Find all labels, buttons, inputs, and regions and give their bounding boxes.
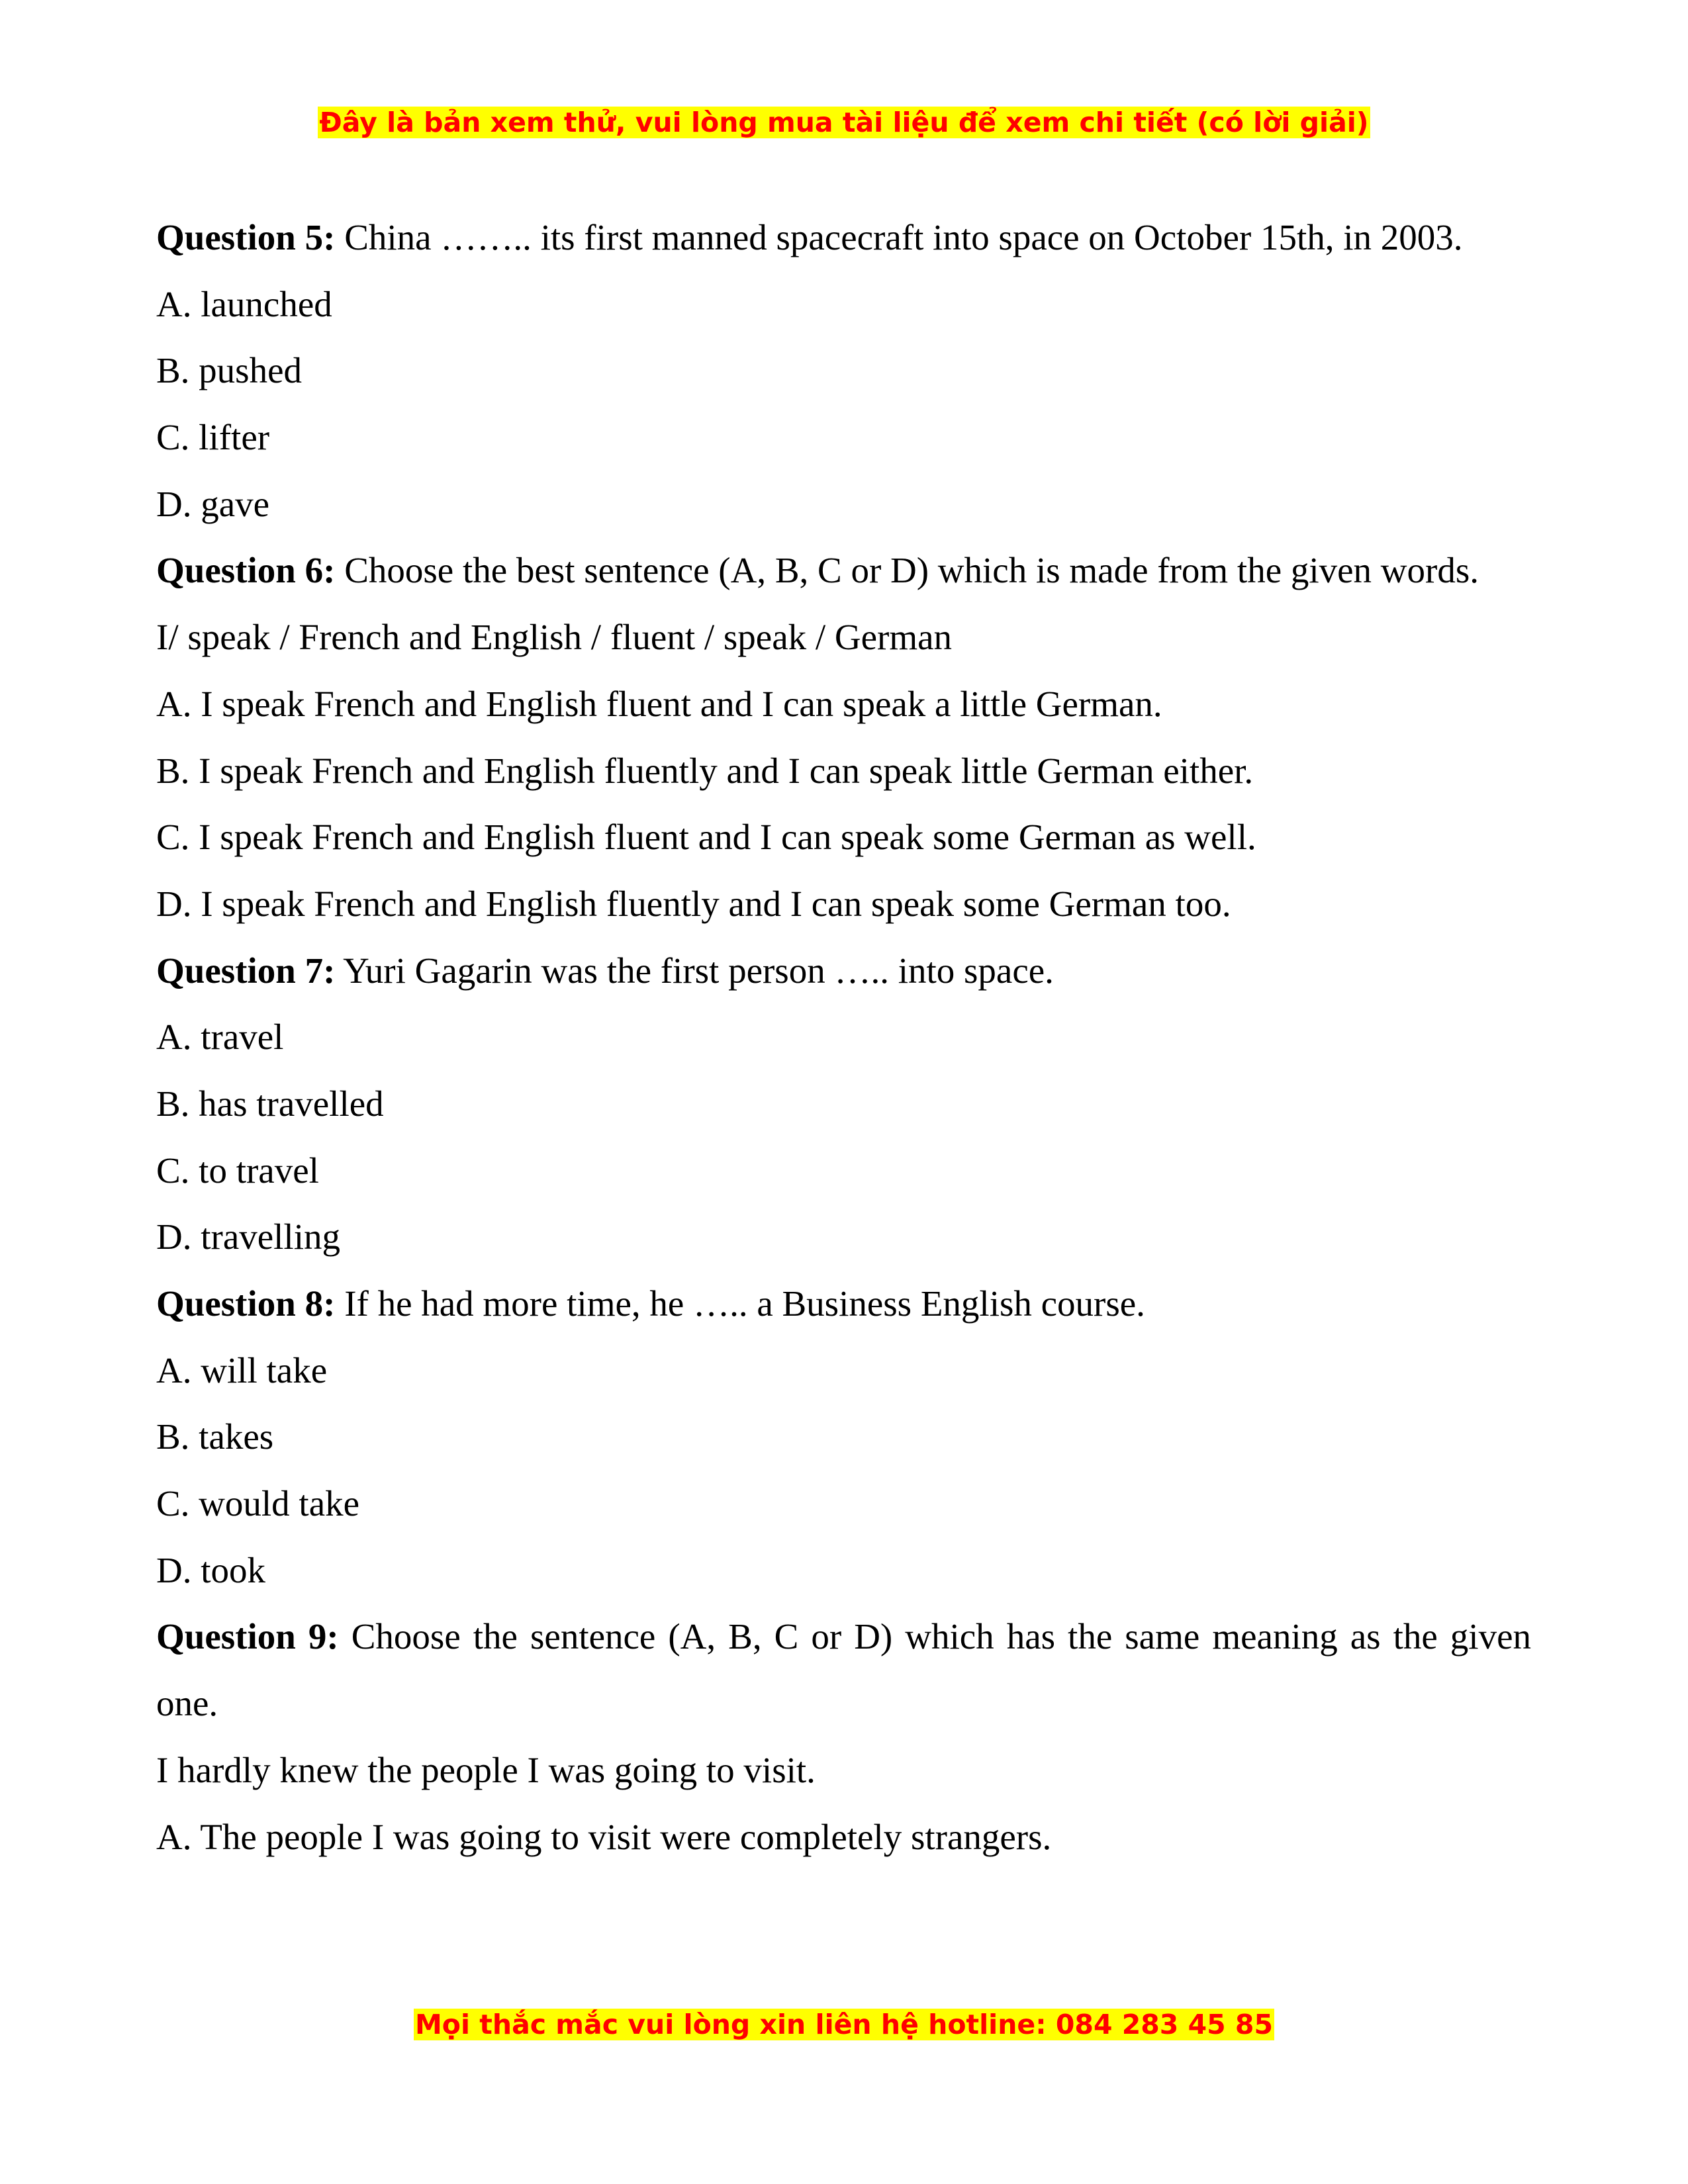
question-6-label: Question 6: xyxy=(156,550,336,591)
question-5-option-d: D. gave xyxy=(156,483,270,524)
question-7-text: Yuri Gagarin was the first person ….. into space. xyxy=(335,950,1054,991)
question-7-option-c: C. to travel xyxy=(156,1150,319,1191)
question-8-option-a: A. will take xyxy=(156,1349,328,1390)
question-7-option-a: A. travel xyxy=(156,1017,284,1058)
question-5-label: Question 5: xyxy=(156,217,336,257)
question-5-option-a: A. launched xyxy=(156,283,332,324)
question-9-label: Question 9: xyxy=(156,1616,339,1657)
question-7-stem xyxy=(156,938,1531,1005)
preview-notice-banner xyxy=(0,103,1688,142)
question-6-option-c: C. I speak French and English fluent and I can speak some German as well. xyxy=(156,817,1256,858)
question-5-stem xyxy=(156,205,1531,271)
question-6-stem xyxy=(156,537,1531,604)
question-7-option-d: D. travelling xyxy=(156,1216,340,1257)
question-9-text: Choose the sentence (A, B, C or D) which has the same meaning as the given one. xyxy=(156,1616,1531,1724)
hotline-notice-text: Mọi thắc mắc vui lòng xin liên hệ hotline: 084 283 45 85 xyxy=(414,2009,1273,2040)
question-6-option-d: D. I speak French and English fluently and I can speak some German too. xyxy=(156,883,1231,924)
hotline-notice-banner xyxy=(0,2005,1688,2044)
question-6-prompt: I/ speak / French and English / fluent / speak / German xyxy=(156,617,953,658)
question-6-option-b: B. I speak French and English fluently and I can speak little German either. xyxy=(156,750,1254,791)
question-9-stem xyxy=(156,1604,1531,1737)
question-6-option-a: A. I speak French and English fluent and I can speak a little German. xyxy=(156,683,1162,724)
question-9-prompt: I hardly knew the people I was going to visit. xyxy=(156,1749,816,1790)
question-6-text: Choose the best sentence (A, B, C or D) which is made from the given words. xyxy=(335,550,1479,591)
question-7-label: Question 7: xyxy=(156,950,336,991)
document-body xyxy=(156,205,1531,1870)
question-7-option-b: B. has travelled xyxy=(156,1083,384,1124)
question-8-option-b: B. takes xyxy=(156,1416,274,1457)
question-5-option-b: B. pushed xyxy=(156,350,302,391)
preview-notice-text: Đây là bản xem thử, vui lòng mua tài liệu để xem chi tiết (có lời giải) xyxy=(319,107,1369,138)
question-8-option-c: C. would take xyxy=(156,1483,360,1524)
question-8-option-d: D. took xyxy=(156,1549,265,1590)
question-5-option-c: C. lifter xyxy=(156,417,270,458)
question-8-stem xyxy=(156,1271,1531,1338)
question-5-text: China …….. its first manned spacecraft into space on October 15th, in 2003. xyxy=(335,217,1463,257)
question-8-label: Question 8: xyxy=(156,1283,336,1324)
question-8-text: If he had more time, he ….. a Business English course. xyxy=(335,1283,1145,1324)
question-9-option-a: A. The people I was going to visit were completely strangers. xyxy=(156,1816,1052,1857)
